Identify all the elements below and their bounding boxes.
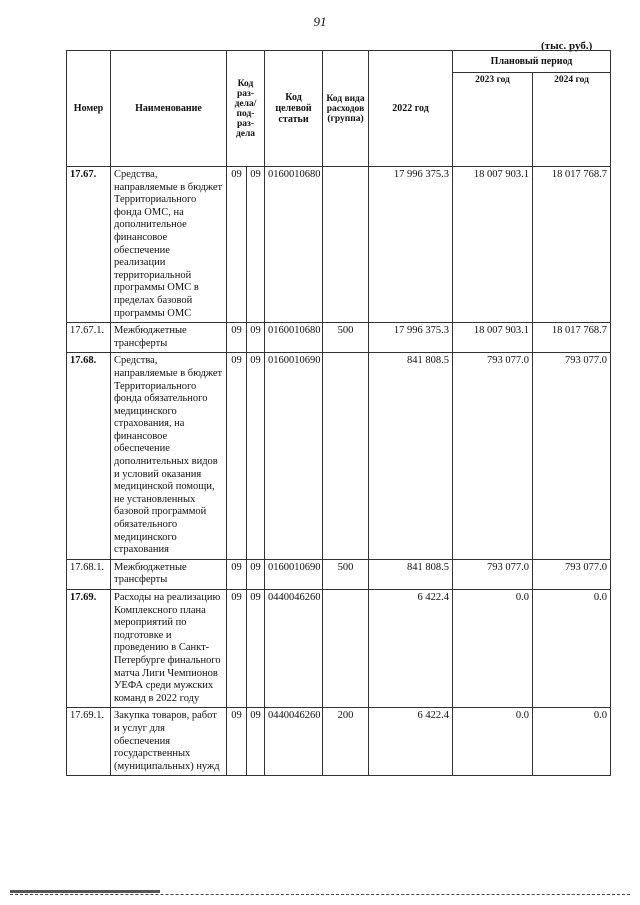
table-row (67, 167, 611, 323)
row-value-2023: 793 077.0 (453, 559, 533, 589)
row-subsection: 09 (247, 353, 265, 560)
row-section: 09 (227, 590, 247, 708)
row-target-code: 0160010680 (265, 167, 323, 323)
row-name: Расходы на реализацию Комплексного плана мероприятий по подготовке и проведению в Санкт-Петербурге финального матча Лиги Чемпионов УЕФА среди мужских команд в 2022 году (111, 590, 227, 708)
row-target-code: 0440046260 (265, 590, 323, 708)
row-value-2022: 841 808.5 (369, 353, 453, 560)
row-subsection: 09 (247, 708, 265, 776)
table-row (67, 323, 611, 353)
bottom-rule (10, 894, 630, 895)
row-value-2022: 17 996 375.3 (369, 167, 453, 323)
row-value-2024: 0.0 (533, 708, 611, 776)
row-value-2024: 0.0 (533, 590, 611, 708)
row-name: Средства, направляемые в бюджет Территориального фонда обязательного медицинского страхования, на финансовое обеспечение дополнительных видов и условий оказания медицинской помощи, не установленных базовой программой обязательного медицинского страхования (111, 353, 227, 560)
row-value-2023: 0.0 (453, 708, 533, 776)
row-number: 17.67.1. (67, 323, 111, 353)
row-value-2023: 793 077.0 (453, 353, 533, 560)
row-number: 17.69. (67, 590, 111, 708)
row-target-code: 0160010690 (265, 559, 323, 589)
header-2024: 2024 год (533, 73, 611, 167)
row-value-2024: 18 017 768.7 (533, 167, 611, 323)
table-row (67, 353, 611, 560)
row-section: 09 (227, 353, 247, 560)
header-expense-code: Код вида расходов (группа) (323, 51, 369, 167)
row-expense-code (323, 590, 369, 708)
row-target-code: 0160010690 (265, 353, 323, 560)
header-2023: 2023 год (453, 73, 533, 167)
row-value-2022: 6 422.4 (369, 590, 453, 708)
row-value-2024: 18 017 768.7 (533, 323, 611, 353)
row-value-2022: 841 808.5 (369, 559, 453, 589)
row-expense-code: 500 (323, 559, 369, 589)
row-name: Средства, направляемые в бюджет Территориального фонда ОМС, на дополнительное финансовое обеспечение реализации территориальной программы ОМС в пределах базовой программы ОМС (111, 167, 227, 323)
row-value-2022: 17 996 375.3 (369, 323, 453, 353)
table-row (67, 708, 611, 776)
row-value-2023: 0.0 (453, 590, 533, 708)
bottom-mark (10, 890, 160, 893)
row-target-code: 0160010680 (265, 323, 323, 353)
row-expense-code: 500 (323, 323, 369, 353)
row-number: 17.69.1. (67, 708, 111, 776)
row-section: 09 (227, 323, 247, 353)
row-value-2024: 793 077.0 (533, 353, 611, 560)
row-section: 09 (227, 559, 247, 589)
row-subsection: 09 (247, 167, 265, 323)
header-plan-period: Плановый период (453, 51, 611, 73)
table-row (67, 559, 611, 589)
row-number: 17.68.1. (67, 559, 111, 589)
row-section: 09 (227, 167, 247, 323)
units-label: (тыс. руб.) (541, 40, 593, 52)
row-subsection: 09 (247, 323, 265, 353)
row-subsection: 09 (247, 559, 265, 589)
row-expense-code: 200 (323, 708, 369, 776)
row-subsection: 09 (247, 590, 265, 708)
page-number: 91 (313, 14, 327, 29)
header-number: Номер (67, 51, 111, 167)
row-value-2024: 793 077.0 (533, 559, 611, 589)
header-2022: 2022 год (369, 51, 453, 167)
row-value-2023: 18 007 903.1 (453, 167, 533, 323)
row-value-2023: 18 007 903.1 (453, 323, 533, 353)
row-section: 09 (227, 708, 247, 776)
budget-table (66, 50, 611, 776)
row-number: 17.67. (67, 167, 111, 323)
row-name: Межбюджетные трансферты (111, 559, 227, 589)
row-value-2022: 6 422.4 (369, 708, 453, 776)
row-name: Закупка товаров, работ и услуг для обеспечения государственных (муниципальных) нужд (111, 708, 227, 776)
row-target-code: 0440046260 (265, 708, 323, 776)
row-number: 17.68. (67, 353, 111, 560)
header-name: Наименование (111, 51, 227, 167)
header-section-code: Код раз-дела/ под-раз-дела (227, 51, 265, 167)
header-target-code: Код целевой статьи (265, 51, 323, 167)
row-expense-code (323, 353, 369, 560)
table-row (67, 590, 611, 708)
row-name: Межбюджетные трансферты (111, 323, 227, 353)
row-expense-code (323, 167, 369, 323)
